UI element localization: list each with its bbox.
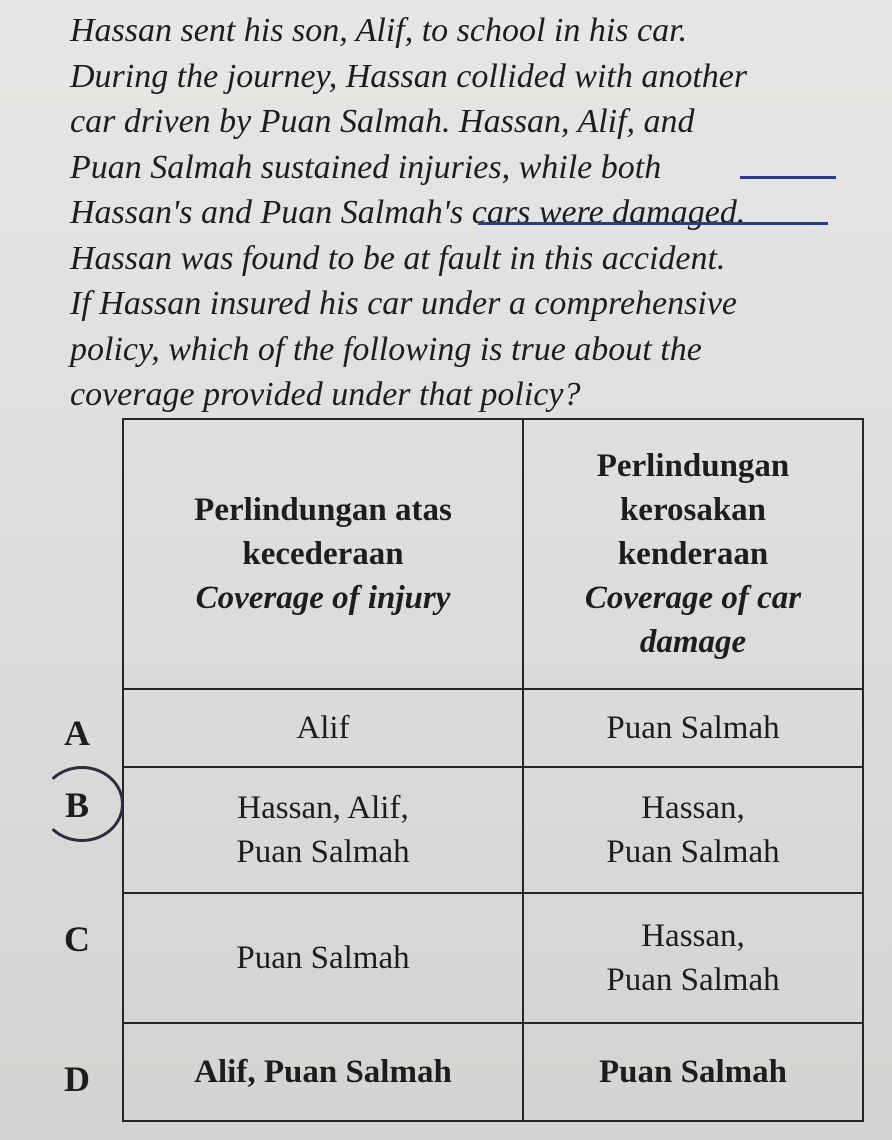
header-car-damage: Perlindungan kerosakan kenderaan Coverage of car damage	[523, 419, 863, 689]
question-line: policy, which of the following is true about the	[70, 330, 702, 368]
answer-options-table	[122, 418, 864, 1122]
question-line: car driven by Puan Salmah. Hassan, Alif, and	[70, 103, 695, 140]
question-text	[70, 8, 840, 418]
question-line: Hassan was found to be at fault in this accident.	[70, 239, 726, 277]
option-letter-c[interactable]: C	[64, 919, 90, 959]
header-injury: Perlindungan atas kecederaan Coverage of injury	[123, 419, 523, 689]
option-row-b[interactable]	[123, 767, 863, 893]
question-line: Hassan sent his son, Alif, to school in his car.	[70, 12, 688, 49]
injury-cell: Puan Salmah	[123, 893, 523, 1023]
question-line: If Hassan insured his car under a comprehensive	[70, 285, 738, 322]
question-line: Hassan's and Puan Salmah's cars were damaged.	[70, 194, 746, 231]
option-letter-d[interactable]: D	[64, 1059, 90, 1099]
pen-underline	[740, 176, 836, 179]
damage-cell: Puan Salmah	[523, 1023, 863, 1121]
option-letter-a[interactable]: A	[64, 713, 90, 753]
option-letter-b[interactable]: B	[64, 785, 89, 825]
injury-cell: Alif	[123, 689, 523, 767]
damage-cell: Puan Salmah	[523, 689, 863, 767]
pen-underline	[478, 222, 828, 225]
damage-cell: Hassan, Puan Salmah	[523, 767, 863, 893]
injury-cell: Hassan, Alif, Puan Salmah	[123, 767, 523, 893]
table-header-row	[123, 419, 863, 689]
option-row-d[interactable]	[123, 1023, 863, 1121]
question-line: During the journey, Hassan collided with another	[70, 57, 748, 95]
question-line: coverage provided under that policy?	[70, 376, 581, 413]
option-row-a[interactable]	[123, 689, 863, 767]
injury-cell: Alif, Puan Salmah	[123, 1023, 523, 1121]
option-row-c[interactable]	[123, 893, 863, 1023]
answer-circle-mark	[40, 766, 124, 842]
question-line: Puan Salmah sustained injuries, while both	[70, 148, 662, 186]
damage-cell: Hassan, Puan Salmah	[523, 893, 863, 1023]
